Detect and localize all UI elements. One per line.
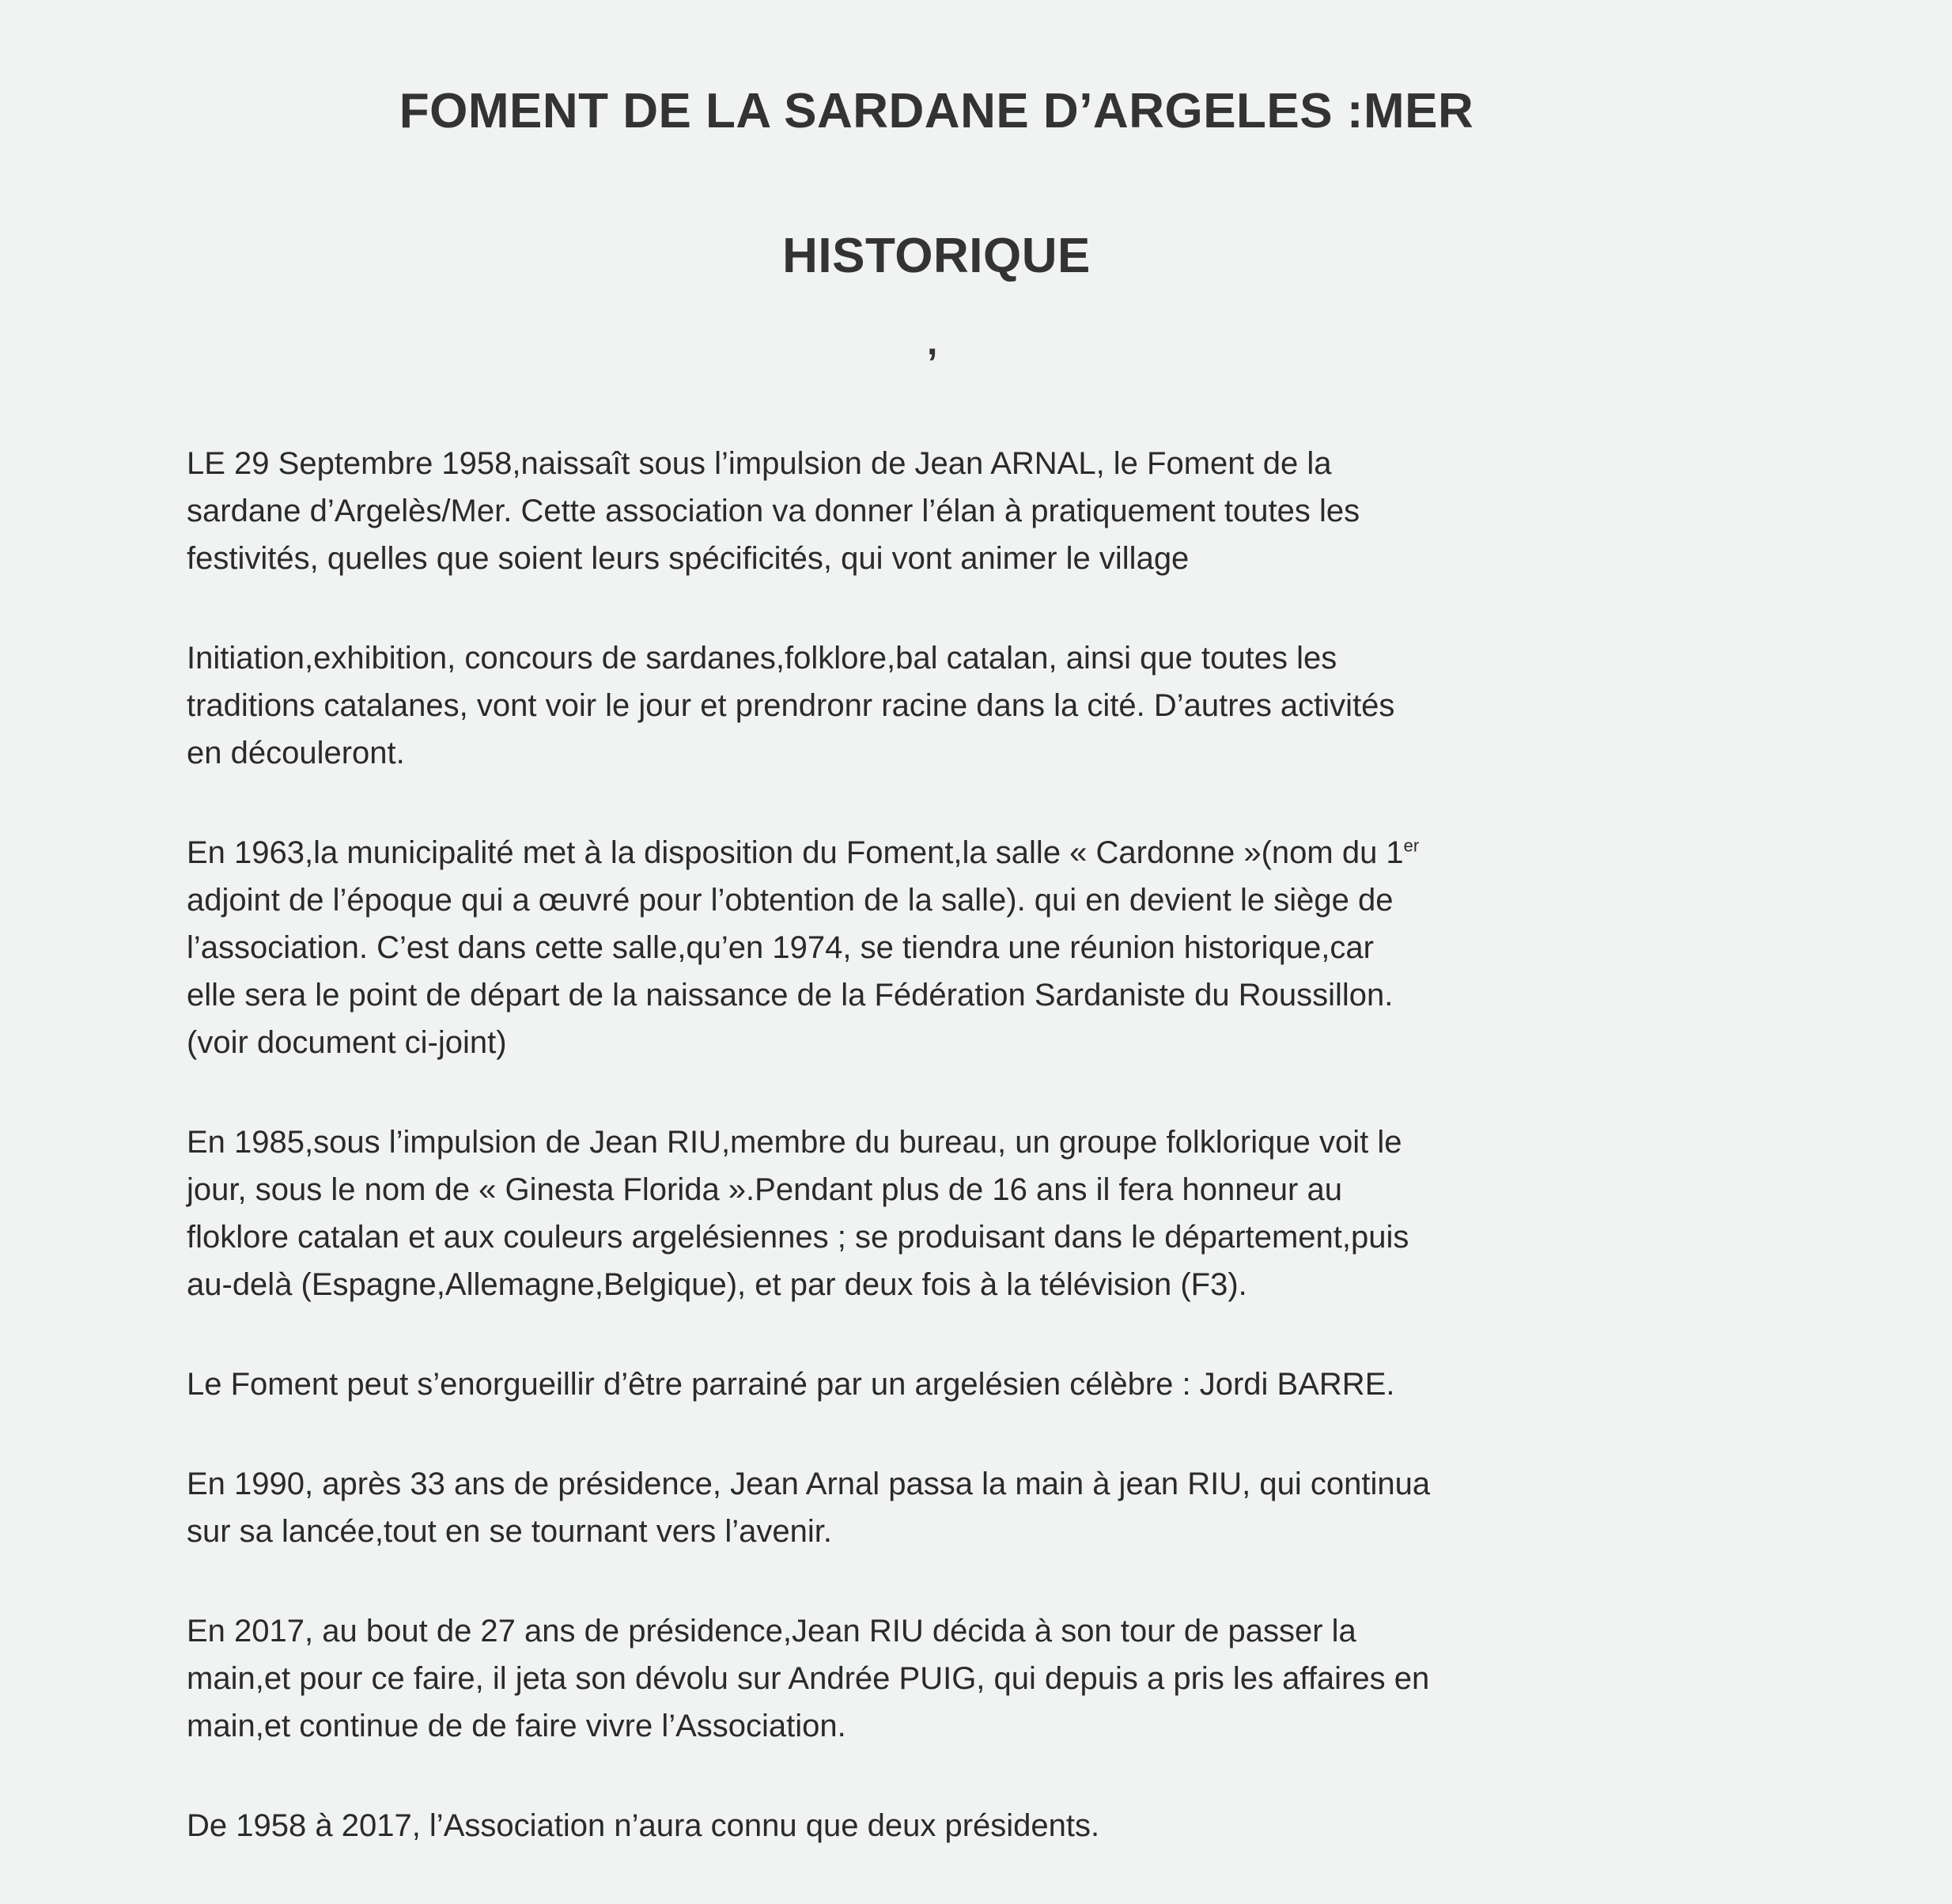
- text-line: [187, 1802, 1887, 1849]
- text-line: [187, 682, 1887, 729]
- text-line-content: De 1958 à 2017, l’Association n’aura connu que deux présidents.: [187, 1808, 1100, 1843]
- text-line-content: traditions catalanes, vont voir le jour et prendronr racine dans la cité. D’autres activités: [187, 688, 1395, 723]
- text-line: [187, 1213, 1887, 1261]
- text-line: [187, 535, 1887, 582]
- paragraph: [187, 1361, 1887, 1408]
- text-line: [187, 729, 1887, 777]
- text-line: [187, 1361, 1887, 1408]
- text-line: [187, 1261, 1887, 1308]
- text-line: [187, 1607, 1887, 1655]
- paragraph: [187, 1802, 1887, 1849]
- text-line: [187, 1702, 1887, 1750]
- paragraph: [187, 1119, 1887, 1308]
- text-line: [187, 1119, 1887, 1166]
- text-line-content: Le Foment peut s’enorgueillir d’être parrainé par un argelésien célèbre : Jordi BARRE.: [187, 1367, 1395, 1402]
- text-line-content: au-delà (Espagne,Allemagne,Belgique), et par deux fois à la télévision (F3).: [187, 1267, 1247, 1302]
- paragraph: [187, 1607, 1887, 1750]
- text-line: [187, 1166, 1887, 1213]
- paragraph: [187, 1460, 1887, 1555]
- paragraph: [187, 829, 1887, 1066]
- text-line-content: LE 29 Septembre 1958,naissaît sous l’impulsion de Jean ARNAL, le Foment de la: [187, 446, 1332, 481]
- text-line-content: l’association. C’est dans cette salle,qu’en 1974, se tiendra une réunion historique,car: [187, 930, 1374, 965]
- paragraph: [187, 634, 1887, 777]
- text-line: [187, 1460, 1887, 1508]
- text-line: [187, 1655, 1887, 1702]
- text-line: [187, 1508, 1887, 1555]
- text-line: [187, 924, 1887, 971]
- text-line-content: en découleront.: [187, 736, 405, 770]
- document-title: FOMENT DE LA SARDANE D’ARGELES :MER: [399, 84, 1474, 138]
- text-line-content: En 1985,sous l’impulsion de Jean RIU,membre du bureau, un groupe folklorique voit le: [187, 1125, 1402, 1160]
- text-line-content: sardane d’Argelès/Mer. Cette association va donner l’élan à pratiquement toutes les: [187, 494, 1360, 528]
- text-line-content: jour, sous le nom de « Ginesta Florida ».Pendant plus de 16 ans il fera honneur au: [187, 1172, 1342, 1207]
- text-line-content: (voir document ci-joint): [187, 1025, 507, 1060]
- text-line: [187, 1019, 1887, 1066]
- text-line-content: festivités, quelles que soient leurs spécificités, qui vont animer le village: [187, 541, 1190, 576]
- document-body: [187, 440, 1887, 1902]
- text-line: [187, 829, 1887, 876]
- text-line: [187, 876, 1887, 924]
- paragraph: [187, 440, 1887, 582]
- text-line-content: En 2017, au bout de 27 ans de présidence,Jean RIU décida à son tour de passer la: [187, 1614, 1356, 1648]
- text-line: [187, 440, 1887, 487]
- text-line-content: main,et continue de de faire vivre l’Association.: [187, 1709, 846, 1743]
- stray-mark: ,: [927, 321, 938, 363]
- text-line-content: En 1963,la municipalité met à la disposition du Foment,la salle « Cardonne »(nom du 1: [187, 835, 1404, 870]
- text-line-content: elle sera le point de départ de la naissance de la Fédération Sardaniste du Roussillon.: [187, 978, 1394, 1013]
- text-line-content: main,et pour ce faire, il jeta son dévolu sur Andrée PUIG, qui depuis a pris les affaires en: [187, 1661, 1430, 1696]
- text-line-content: adjoint de l’époque qui a œuvré pour l’obtention de la salle). qui en devient le siège de: [187, 883, 1394, 918]
- superscript: er: [1403, 835, 1420, 856]
- text-line-content: sur sa lancée,tout en se tournant vers l’avenir.: [187, 1514, 833, 1549]
- text-line: [187, 487, 1887, 535]
- text-line-content: Initiation,exhibition, concours de sardanes,folklore,bal catalan, ainsi que toutes les: [187, 641, 1337, 676]
- text-line-content: En 1990, après 33 ans de présidence, Jean Arnal passa la main à jean RIU, qui continua: [187, 1467, 1431, 1501]
- document-subtitle: HISTORIQUE: [782, 229, 1091, 283]
- text-line: [187, 971, 1887, 1019]
- text-line: [187, 634, 1887, 682]
- text-line-content: floklore catalan et aux couleurs argelésiennes ; se produisant dans le département,puis: [187, 1220, 1409, 1255]
